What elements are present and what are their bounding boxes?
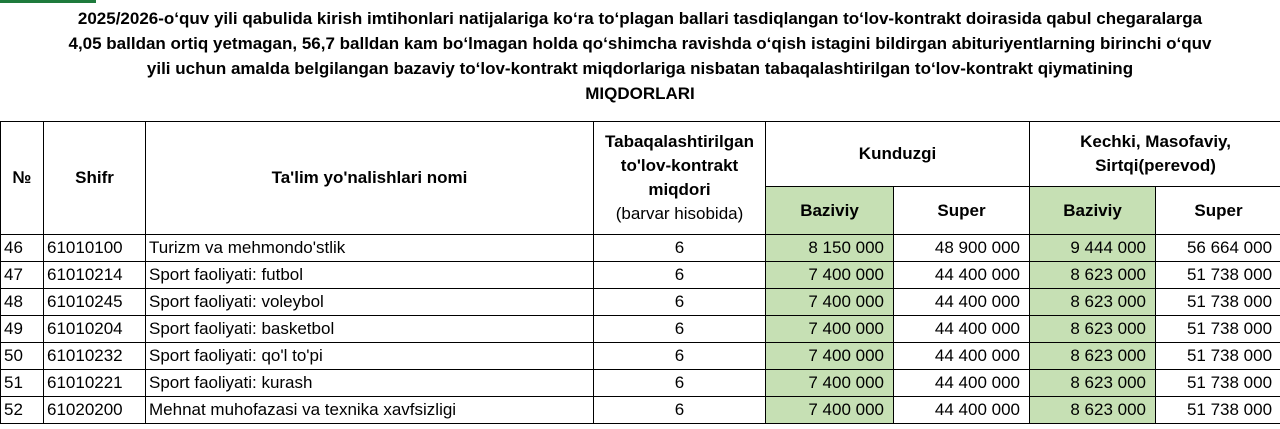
row-number: 48: [1, 289, 44, 316]
row-kunduzgi-baziviy: 7 400 000: [766, 262, 894, 289]
row-kunduzgi-baziviy: 7 400 000: [766, 316, 894, 343]
header-tab-sub: (barvar hisobida): [615, 204, 744, 223]
row-number: 52: [1, 397, 44, 424]
row-kunduzgi-super: 44 400 000: [894, 316, 1030, 343]
row-name: Turizm va mehmondo'stlik: [146, 235, 594, 262]
row-tabaqalashtirilgan: 6: [594, 370, 766, 397]
row-kechki-baziviy: 8 623 000: [1030, 370, 1156, 397]
row-shifr: 61010245: [44, 289, 146, 316]
header-tab-line-3: miqdori: [648, 180, 711, 199]
row-kechki-baziviy: 8 623 000: [1030, 343, 1156, 370]
row-tabaqalashtirilgan: 6: [594, 343, 766, 370]
header-kunduzgi-super: Super: [894, 187, 1030, 235]
row-number: 51: [1, 370, 44, 397]
title-line-3: yili uchun amalda belgilangan bazaviy to‘lov-kontrakt miqdorlariga nisbatan tabaqalashtirilgan to‘lov-kontrakt qiymatining: [146, 59, 1134, 78]
row-kunduzgi-baziviy: 7 400 000: [766, 289, 894, 316]
title-line-4: MIQDORLARI: [585, 84, 695, 103]
row-kechki-baziviy: 8 623 000: [1030, 397, 1156, 424]
row-shifr: 61010214: [44, 262, 146, 289]
row-name: Sport faoliyati: futbol: [146, 262, 594, 289]
page-title: [0, 6, 1280, 106]
row-shifr: 61020200: [44, 397, 146, 424]
header-kechki-super: Super: [1156, 187, 1280, 235]
row-kechki-baziviy: 8 623 000: [1030, 316, 1156, 343]
row-kechki-baziviy: 8 623 000: [1030, 262, 1156, 289]
row-tabaqalashtirilgan: 6: [594, 316, 766, 343]
header-kunduzgi-baziviy: Baziviy: [766, 187, 894, 235]
row-kechki-super: 51 738 000: [1156, 262, 1280, 289]
header-tabaqalashtirilgan: [594, 122, 766, 235]
row-kunduzgi-baziviy: 8 150 000: [766, 235, 894, 262]
header-shifr: Shifr: [44, 122, 146, 235]
header-kechki-line-2: Sirtqi(perevod): [1095, 156, 1216, 175]
table-row: [1, 343, 1280, 370]
contract-table: [0, 121, 1280, 424]
row-kechki-super: 56 664 000: [1156, 235, 1280, 262]
row-kechki-super: 51 738 000: [1156, 397, 1280, 424]
row-kunduzgi-baziviy: 7 400 000: [766, 343, 894, 370]
header-kechki-baziviy: Baziviy: [1030, 187, 1156, 235]
row-kunduzgi-super: 44 400 000: [894, 397, 1030, 424]
row-tabaqalashtirilgan: 6: [594, 262, 766, 289]
row-shifr: 61010100: [44, 235, 146, 262]
row-number: 49: [1, 316, 44, 343]
row-kechki-baziviy: 9 444 000: [1030, 235, 1156, 262]
title-line-2: 4,05 balldan ortiq yetmagan, 56,7 balldan kam bo‘lmagan holda qo‘shimcha ravishda o‘qish istagini bildirgan abituriyentlarning birinchi o‘quv: [68, 34, 1212, 53]
row-kunduzgi-super: 44 400 000: [894, 262, 1030, 289]
row-kechki-super: 51 738 000: [1156, 343, 1280, 370]
row-tabaqalashtirilgan: 6: [594, 235, 766, 262]
header-kechki-line-1: Kechki, Masofaviy,: [1080, 132, 1231, 151]
table-row: [1, 397, 1280, 424]
row-name: Sport faoliyati: qo'l to'pi: [146, 343, 594, 370]
row-name: Sport faoliyati: kurash: [146, 370, 594, 397]
header-tab-line-1: Tabaqalashtirilgan: [605, 132, 754, 151]
row-kechki-super: 51 738 000: [1156, 316, 1280, 343]
header-name: Ta'lim yo'nalishlari nomi: [146, 122, 594, 235]
header-kunduzgi: Kunduzgi: [766, 122, 1030, 187]
header-number: №: [1, 122, 44, 235]
row-name: Sport faoliyati: voleybol: [146, 289, 594, 316]
row-shifr: 61010221: [44, 370, 146, 397]
row-name: Mehnat muhofazasi va texnika xavfsizligi: [146, 397, 594, 424]
row-name: Sport faoliyati: basketbol: [146, 316, 594, 343]
row-kunduzgi-baziviy: 7 400 000: [766, 370, 894, 397]
table-row: [1, 316, 1280, 343]
row-kunduzgi-super: 44 400 000: [894, 343, 1030, 370]
row-shifr: 61010232: [44, 343, 146, 370]
row-tabaqalashtirilgan: 6: [594, 289, 766, 316]
row-kunduzgi-super: 48 900 000: [894, 235, 1030, 262]
table-row: [1, 289, 1280, 316]
row-shifr: 61010204: [44, 316, 146, 343]
table-row: [1, 262, 1280, 289]
header-kechki: [1030, 122, 1280, 187]
row-number: 46: [1, 235, 44, 262]
title-line-1: 2025/2026-o‘quv yili qabulida kirish imtihonlari natijalariga ko‘ra to‘plagan ballari tasdiqlangan to‘lov-kontrakt doirasida qabul chegaralarga: [77, 9, 1203, 28]
table-row: [1, 235, 1280, 262]
accent-bar: [0, 0, 96, 3]
row-number: 47: [1, 262, 44, 289]
table-row: [1, 370, 1280, 397]
row-kunduzgi-super: 44 400 000: [894, 289, 1030, 316]
row-kechki-baziviy: 8 623 000: [1030, 289, 1156, 316]
row-number: 50: [1, 343, 44, 370]
row-kechki-super: 51 738 000: [1156, 289, 1280, 316]
header-tab-line-2: to'lov-kontrakt: [620, 156, 739, 175]
row-kunduzgi-baziviy: 7 400 000: [766, 397, 894, 424]
row-tabaqalashtirilgan: 6: [594, 397, 766, 424]
row-kunduzgi-super: 44 400 000: [894, 370, 1030, 397]
row-kechki-super: 51 738 000: [1156, 370, 1280, 397]
